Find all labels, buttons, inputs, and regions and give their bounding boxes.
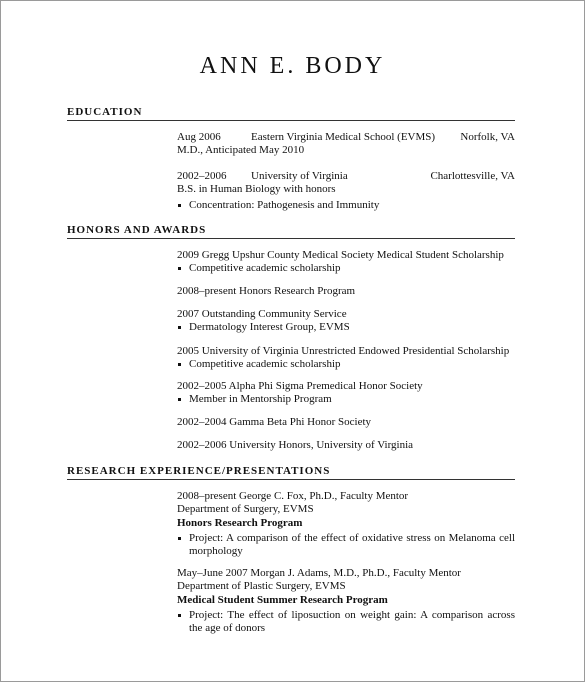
education-entry [177, 170, 515, 212]
education-location: Norfolk, VA [460, 131, 515, 143]
honor-bullet: Competitive academic scholarship [177, 262, 515, 275]
research-project: Project: A comparison of the effect of oxidative stress on Melanoma cell morphology [177, 532, 515, 558]
honor-item [177, 439, 515, 452]
research-line1: May–June 2007 Morgan J. Adams, M.D., Ph.D., Faculty Mentor [177, 567, 461, 579]
research-entry [177, 567, 515, 635]
research-line1: 2008–present George C. Fox, Ph.D., Faculty Mentor [177, 490, 409, 502]
honor-title: 2002–2004 Gamma Beta Phi Honor Society [177, 416, 372, 428]
education-heading: EDUCATION [67, 106, 515, 121]
honor-title: 2009 Gregg Upshur County Medical Society Medical Student Scholarship [177, 249, 504, 261]
research-heading: RESEARCH EXPERIENCE/PRESENTATIONS [67, 465, 515, 480]
honor-bullet: Competitive academic scholarship [177, 358, 515, 371]
education-degree: M.D., Anticipated May 2010 [177, 144, 305, 156]
education-degree: B.S. in Human Biology with honors [177, 183, 336, 195]
honor-title: 2007 Outstanding Community Service [177, 308, 347, 320]
education-date: Aug 2006 [177, 131, 221, 143]
education-entry [177, 131, 515, 157]
honor-item [177, 285, 515, 298]
honor-title: 2002–2006 University Honors, University of Virginia [177, 439, 414, 451]
honor-title: 2002–2005 Alpha Phi Sigma Premedical Honor Society [177, 380, 423, 392]
honor-bullet: Member in Mentorship Program [177, 393, 515, 406]
honor-title: 2005 University of Virginia Unrestricted Endowed Presidential Scholarship [177, 345, 510, 357]
honor-item [177, 380, 515, 406]
honor-bullet: Dermatology Interest Group, EVMS [177, 321, 515, 334]
education-date: 2002–2006 [177, 170, 227, 182]
research-program: Medical Student Summer Research Program [177, 594, 388, 606]
research-project: Project: The effect of liposuction on weight gain: A comparison across the age of donors [177, 609, 515, 635]
honor-item [177, 249, 515, 275]
education-institution: Eastern Virginia Medical School (EVMS) [251, 131, 436, 143]
education-institution: University of Virginia [251, 170, 348, 182]
honor-item [177, 308, 515, 334]
research-entry [177, 490, 515, 558]
education-bullet: Concentration: Pathogenesis and Immunity [177, 199, 515, 212]
research-department: Department of Surgery, EVMS [177, 503, 314, 515]
honor-item [177, 416, 515, 429]
education-location: Charlottesville, VA [430, 170, 515, 182]
resume-name: ANN E. BODY [199, 53, 386, 79]
honor-title: 2008–present Honors Research Program [177, 285, 356, 297]
honor-item [177, 345, 515, 371]
research-department: Department of Plastic Surgery, EVMS [177, 580, 346, 592]
honors-heading: HONORS AND AWARDS [67, 224, 515, 239]
research-program: Honors Research Program [177, 517, 303, 529]
